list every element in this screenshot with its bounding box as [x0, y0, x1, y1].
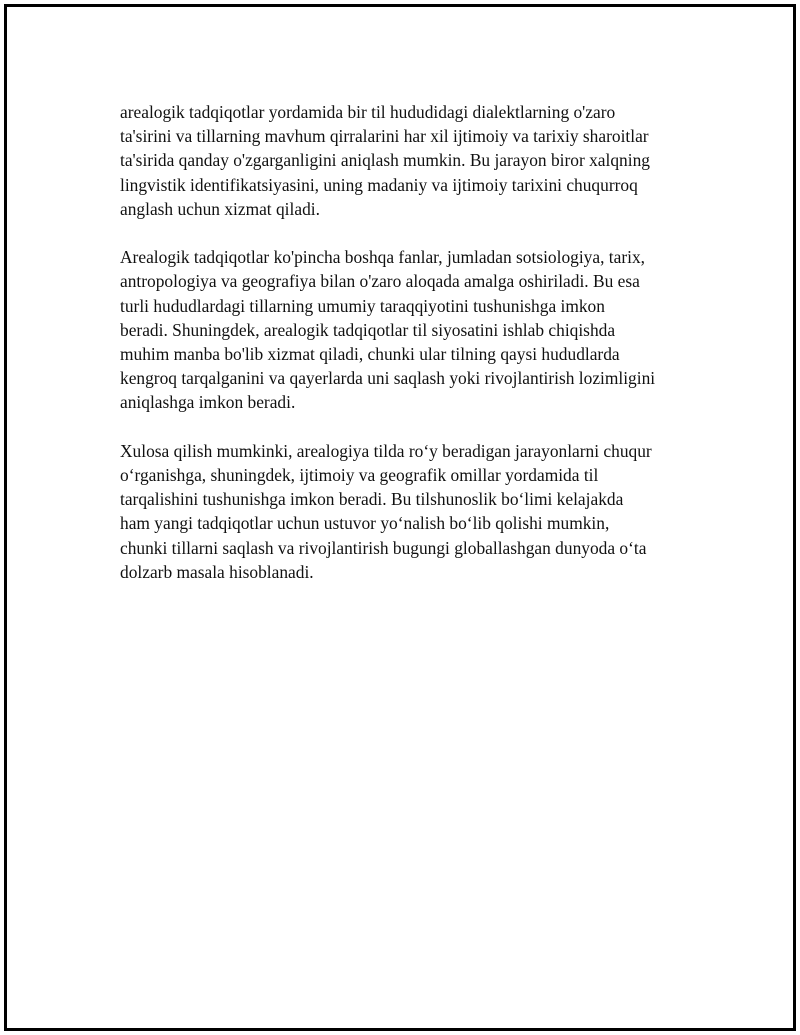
- text-line: ham yangi tadqiqotlar uchun ustuvor yo‘nalish bo‘lib qolishi mumkin,: [120, 513, 610, 534]
- document-body: [120, 100, 705, 608]
- text-line: o‘rganishga, shuningdek, ijtimoiy va geografik omillar yordamida til: [120, 465, 599, 486]
- paragraph-3: [120, 439, 705, 584]
- paragraph-1: [120, 100, 705, 221]
- text-line: Arealogik tadqiqotlar ko'pincha boshqa fanlar, jumladan sotsiologiya, tarix,: [120, 247, 645, 268]
- text-line: kengroq tarqalganini va qayerlarda uni saqlash yoki rivojlantirish lozimligini: [120, 368, 656, 389]
- text-line: lingvistik identifikatsiyasini, uning madaniy va ijtimoiy tarixini chuqurroq: [120, 174, 638, 195]
- text-line: dolzarb masala hisoblanadi.: [120, 561, 314, 582]
- text-line: ta'sirida qanday o'zgarganligini aniqlash mumkin. Bu jarayon biror xalqning: [120, 150, 650, 171]
- text-line: beradi. Shuningdek, arealogik tadqiqotlar til siyosatini ishlab chiqishda: [120, 319, 616, 340]
- text-line: antropologiya va geografiya bilan o'zaro aloqada amalga oshiriladi. Bu esa: [120, 271, 640, 292]
- text-line: tarqalishini tushunishga imkon beradi. Bu tilshunoslik bo‘limi kelajakda: [120, 489, 624, 510]
- text-line: arealogik tadqiqotlar yordamida bir til hududidagi dialektlarning o'zaro: [120, 102, 616, 122]
- text-line: Xulosa qilish mumkinki, arealogiya tilda ro‘y beradigan jarayonlarni chuqur: [120, 440, 652, 461]
- text-line: chunki tillarni saqlash va rivojlantirish bugungi globallashgan dunyoda o‘ta: [120, 537, 647, 558]
- page-frame: [4, 4, 796, 1031]
- text-line: turli hududlardagi tillarning umumiy taraqqiyotini tushunishga imkon: [120, 295, 605, 316]
- paragraph-2: [120, 245, 705, 414]
- text-line: aniqlashga imkon beradi.: [120, 392, 296, 413]
- text-line: ta'sirini va tillarning mavhum qirralarini har xil ijtimoiy va tarixiy sharoitlar: [120, 126, 649, 147]
- text-line: muhim manba bo'lib xizmat qiladi, chunki ular tilning qaysi hududlarda: [120, 344, 620, 365]
- text-line: anglash uchun xizmat qiladi.: [120, 198, 320, 219]
